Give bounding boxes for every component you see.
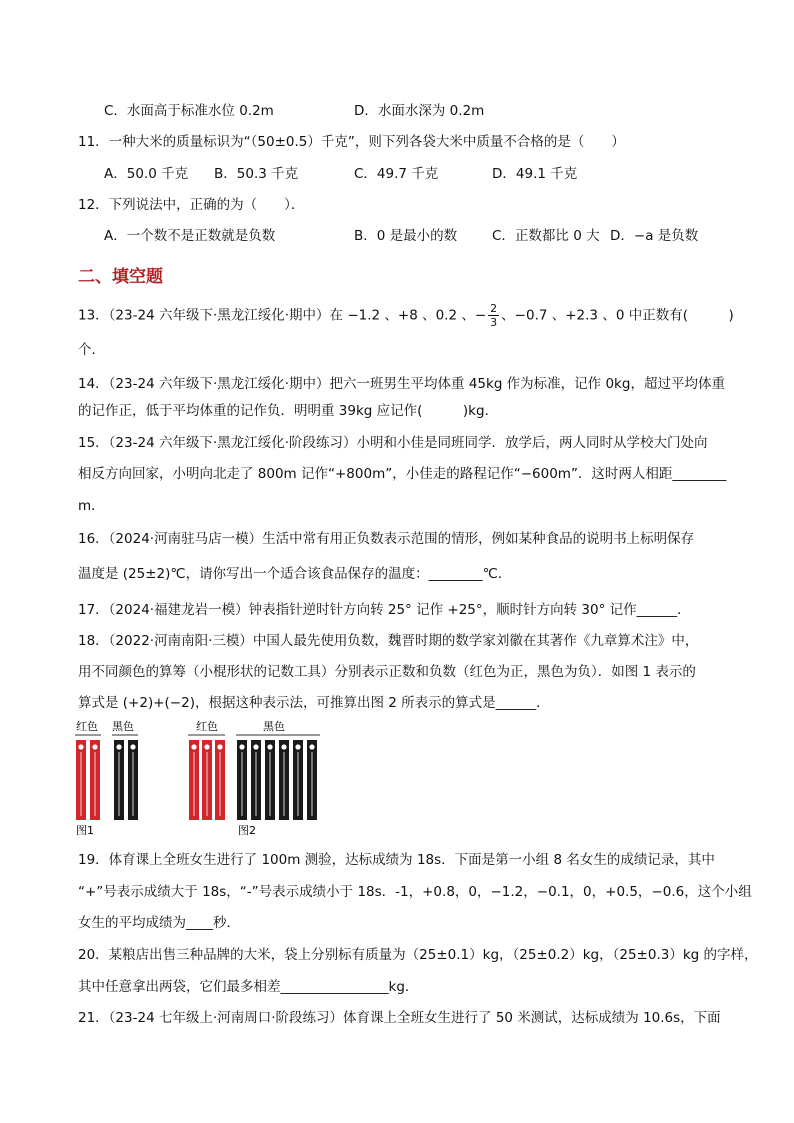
fig2-red-label: 红色 <box>196 720 218 733</box>
section-title: 二、填空题 <box>78 267 163 287</box>
fig2-red-rod-hole <box>217 744 222 749</box>
q15-line2: 相反方向回家，小明向北走了 800m 记作“+800m”，小佳走的路程记作“−600m”．这时两人相距________ <box>78 466 727 482</box>
q12-stem: 12．下列说法中，正确的为（ ）． <box>78 197 305 213</box>
q20-line2: 其中任意拿出两袋，它们最多相差________________kg． <box>78 979 419 995</box>
fig1-red-rod-hole <box>92 744 97 749</box>
fig1-black-rod-hole <box>130 744 135 749</box>
fig2-black-rod-hole <box>253 744 258 749</box>
fig1-red-rod-hole <box>78 744 83 749</box>
q14-line1: 14．（23-24 六年级下·黑龙江绥化·期中）把六一班男生平均体重 45kg 作为标准，记作 0kg，超过平均体重 <box>78 376 725 392</box>
fig1-red-label: 红色 <box>76 720 98 733</box>
q19-line2: “+”号表示成绩大于 18s，“-”号表示成绩小于 18s．-1，+0.8，0，−1.2，−0.1，0，+0.5，−0.6，这个小组 <box>78 884 752 900</box>
q19-line1: 19．体育课上全班女生进行了 100m 测验，达标成绩为 18s．下面是第一小组 8 名女生的成绩记录，其中 <box>78 852 715 868</box>
q13-fraction-denominator: 3 <box>490 316 498 329</box>
fig2-black-rod-hole <box>281 744 286 749</box>
q16-line2: 温度是 (25±2)℃，请你写出一个适合该食品保存的温度：________℃． <box>78 566 512 582</box>
fig2-rods <box>189 740 317 820</box>
fig2-black-rod-hole <box>267 744 272 749</box>
counting-rods-figure <box>70 716 340 840</box>
fig1-rods <box>76 740 138 820</box>
q18-line1: 18．（2022·河南南阳·三模）中国人最先使用负数，魏晋时期的数学家刘徽在其著作《九章算术注》中， <box>78 633 699 649</box>
fig2-black-rod-hole <box>309 744 314 749</box>
fig2-red-rod-hole <box>204 744 209 749</box>
q13-text-a: 13．（23-24 六年级下·黑龙江绥化·期中）在 −1.2 、+8 、0.2 、− <box>78 307 487 324</box>
q21-line1: 21．（23-24 七年级上·河南周口·阶段练习）体育课上全班女生进行了 50 米测试，达标成绩为 10.6s，下面 <box>78 1010 721 1026</box>
q12-option-b: B．0 是最小的数 <box>354 228 458 244</box>
q11-option-a: A．50.0 千克 <box>104 166 189 182</box>
q20-line1: 20．某粮店出售三种品牌的大米，袋上分别标有质量为（25±0.1）kg，（25±0.2）kg，（25±0.3）kg 的字样， <box>78 947 758 963</box>
q13-text-b: 、−0.7 、+2.3 、0 中正数有( ) <box>501 307 734 324</box>
q11-stem: 11．一种大米的质量标识为“（50±0.5）千克”，则下列各袋大米中质量不合格的是（ ） <box>78 134 625 150</box>
fig2-black-label: 黑色 <box>263 720 285 733</box>
q19-line3: 女生的平均成绩为____秒． <box>78 915 240 931</box>
q18-line3: 算式是 (+2)+(−2)，根据这种表示法，可推算出图 2 所表示的算式是______． <box>78 695 550 711</box>
q12-option-c: C．正数都比 0 大 <box>492 228 600 244</box>
q13-fraction-numerator: 2 <box>490 302 498 315</box>
q12-option-d: D．−a 是负数 <box>610 228 699 244</box>
q13-line1 <box>78 302 734 329</box>
q17-line1: 17．（2024·福建龙岩一模）钟表指针逆时针方向转 25° 记作 +25°，顺时针方向转 30° 记作______． <box>78 602 691 618</box>
fig2-caption: 图2 <box>238 824 256 837</box>
q14-line2: 的记作正，低于平均体重的记作负．明明重 39kg 应记作( )kg． <box>78 403 499 419</box>
q11-option-c: C．49.7 千克 <box>354 166 439 182</box>
fig1-black-rod-hole <box>116 744 121 749</box>
q13-line2: 个． <box>78 342 105 358</box>
q15-line1: 15．（23-24 六年级下·黑龙江绥化·阶段练习）小明和小佳是同班同学．放学后，两人同时从学校大门处向 <box>78 435 708 451</box>
q10-option-c: C．水面高于标准水位 0.2m <box>104 103 274 119</box>
q10-option-d: D．水面水深为 0.2m <box>354 103 485 119</box>
q11-option-b: B．50.3 千克 <box>214 166 299 182</box>
q18-line2: 用不同颜色的算筹（小棍形状的记数工具）分别表示正数和负数（红色为正，黑色为负）．如图 1 表示的 <box>78 664 696 680</box>
fig2-black-rod-hole <box>239 744 244 749</box>
q16-line1: 16．（2024·河南驻马店一模）生活中常有用正负数表示范围的情形，例如某种食品的说明书上标明保存 <box>78 531 695 547</box>
q13-fraction <box>488 302 499 329</box>
q12-option-a: A．一个数不是正数就是负数 <box>104 228 276 244</box>
fig2-red-rod-hole <box>191 744 196 749</box>
q11-option-d: D．49.1 千克 <box>492 166 578 182</box>
fig2-black-rod-hole <box>295 744 300 749</box>
fig1-caption: 图1 <box>76 824 94 837</box>
fig1-black-label: 黑色 <box>112 720 134 733</box>
q15-line3: m． <box>78 498 105 514</box>
